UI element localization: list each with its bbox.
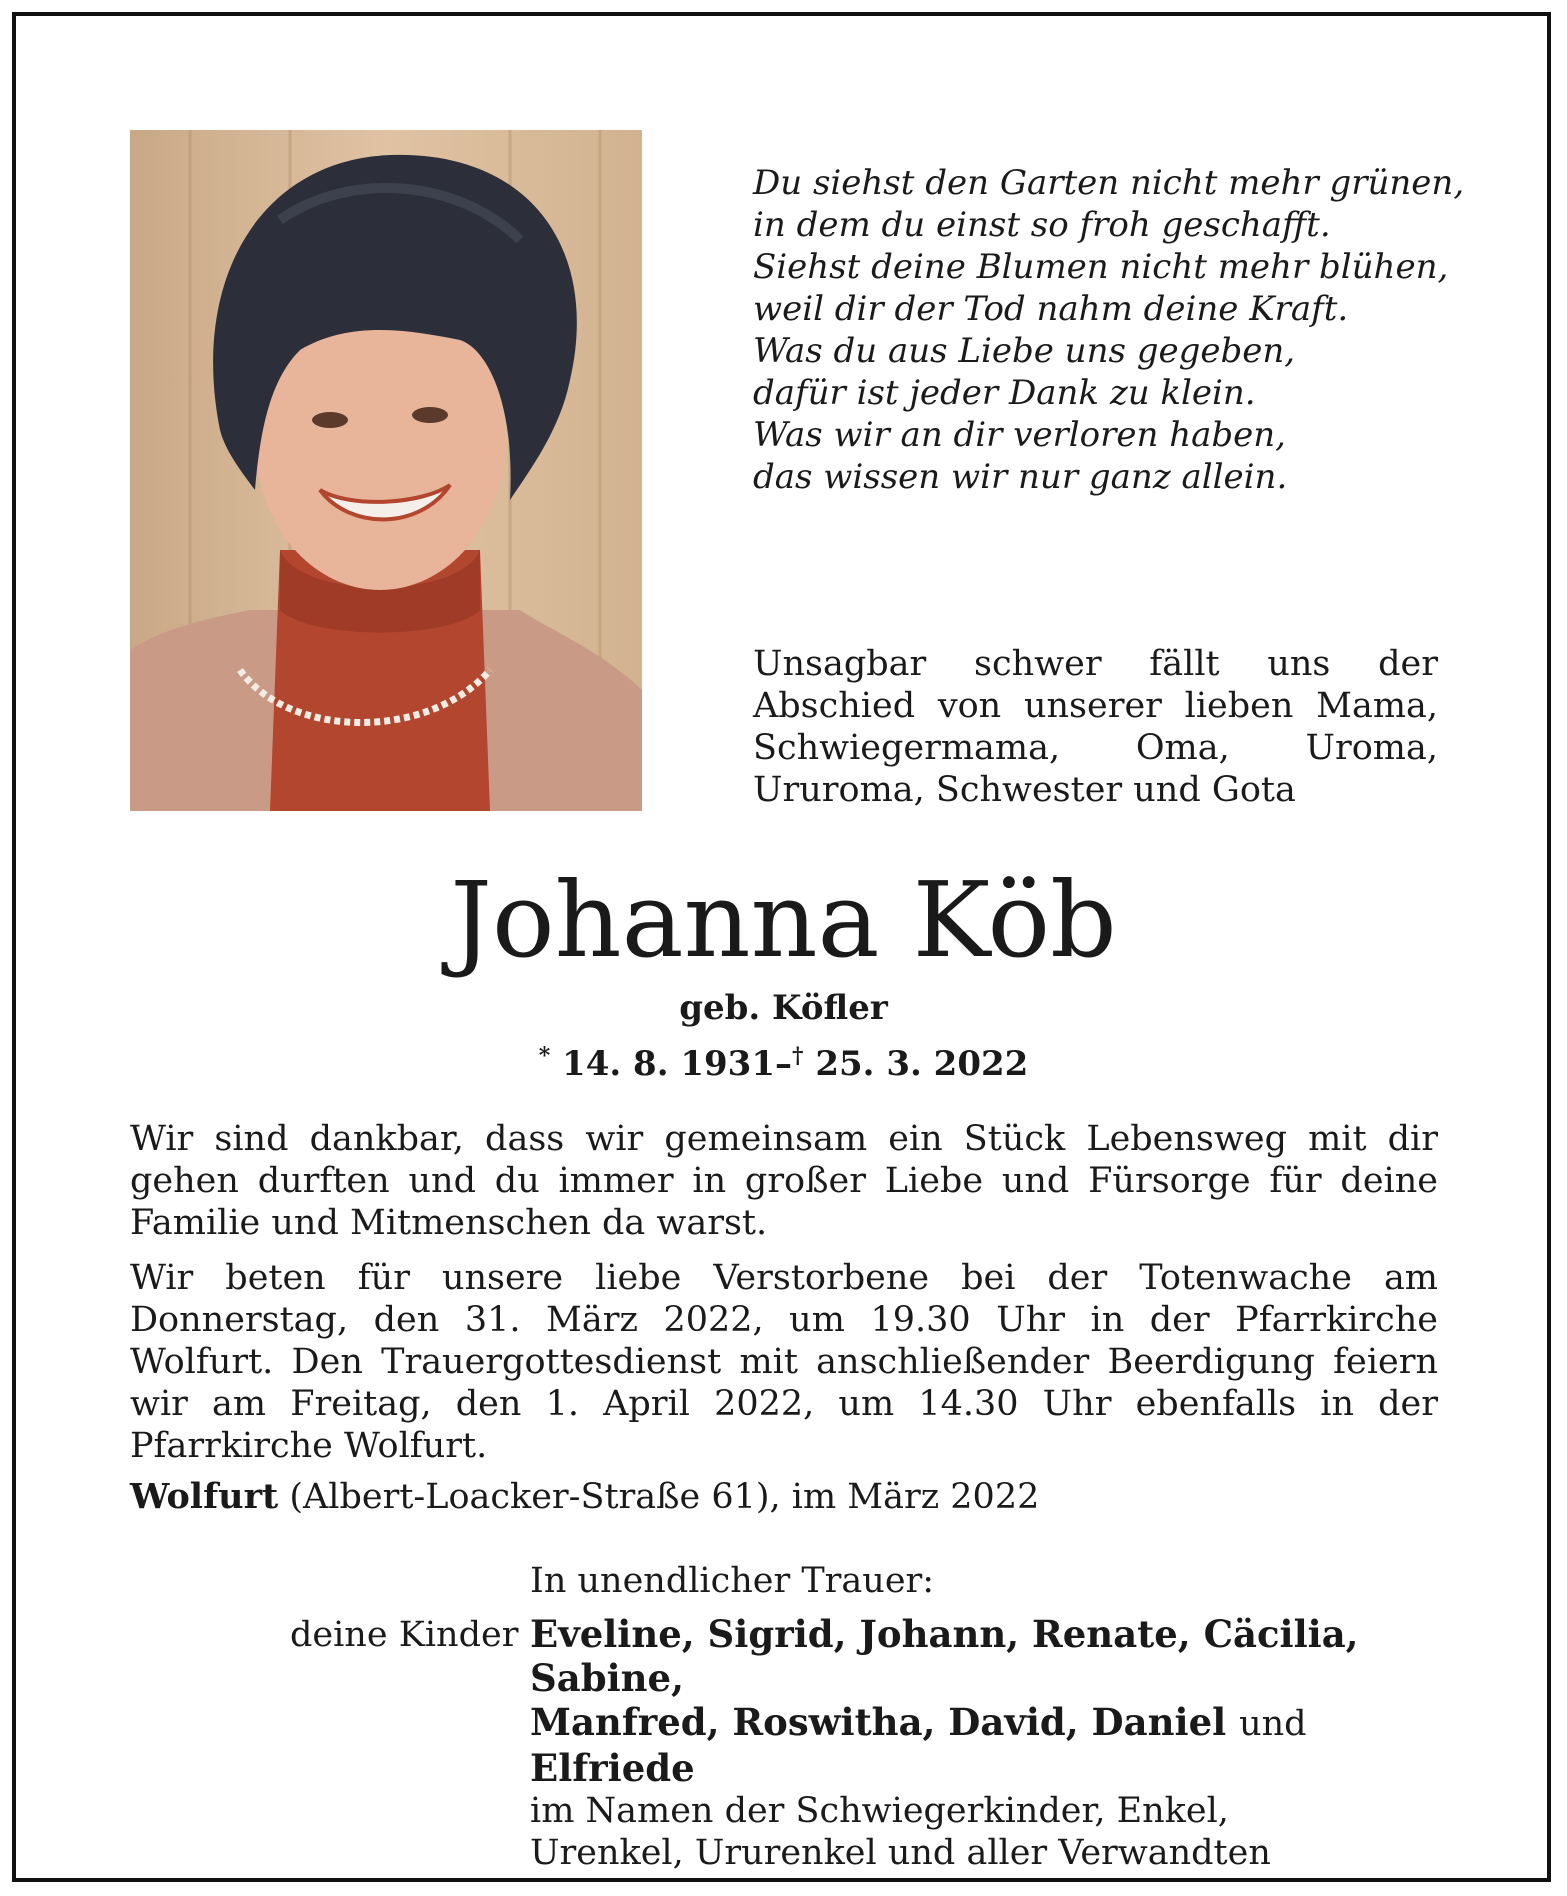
poem-line: das wissen wir nur ganz allein. xyxy=(753,457,1288,497)
children-names-line: Eveline, Sigrid, Johann, Renate, Cäcilia, Sabine, xyxy=(530,1612,1359,1700)
portrait-photo xyxy=(130,130,642,811)
mourning-line: In unendlicher Trauer: xyxy=(530,1561,935,1601)
poem-line: in dem du einst so froh geschafft. xyxy=(753,205,1331,245)
last-child-name: Elfriede xyxy=(530,1746,695,1790)
family-line: im Namen der Schwiegerkinder, Enkel, xyxy=(530,1791,1229,1831)
poem-line: dafür ist jeder Dank zu klein. xyxy=(753,373,1256,413)
birth-name: geb. Köfler xyxy=(679,988,888,1028)
children-block xyxy=(530,1612,1450,1874)
place-and-date xyxy=(130,1476,1438,1518)
gratitude-paragraph: Wir sind dankbar, dass wir gemeinsam ein Stück Lebensweg mit dir gehen durften und du immer in großer Liebe und Fürsorge für deine Familie und Mitmenschen da warst. xyxy=(130,1119,1438,1243)
and-word: und xyxy=(1239,1704,1307,1744)
poem xyxy=(753,162,1465,498)
children-label: deine Kinder xyxy=(290,1615,519,1655)
life-dates xyxy=(0,1035,1567,1085)
birth-date: 14. 8. 1931 xyxy=(562,1044,775,1084)
poem-line: Siehst deine Blumen nicht mehr blühen, xyxy=(753,247,1449,287)
poem-line: Was wir an dir verloren haben, xyxy=(753,415,1286,455)
deceased-name: Johanna Köb xyxy=(450,859,1117,981)
place-details: (Albert-Loacker-Straße 61), im März 2022 xyxy=(289,1477,1040,1517)
family-line-2: Urenkel, Ururenkel und aller Verwandten xyxy=(530,1833,1271,1873)
children-names-line-2 xyxy=(530,1700,1450,1790)
birth-symbol: * xyxy=(538,1043,551,1069)
intro-text: Unsagbar schwer fällt uns der Abschied von unserer lieben Mama, Schwiegermama, Oma, Uroma, Ururoma, Schwester und Gota xyxy=(753,644,1438,810)
poem-line: Was du aus Liebe uns gegeben, xyxy=(753,331,1296,371)
place-town: Wolfurt xyxy=(130,1476,279,1517)
service-paragraph: Wir beten für unsere liebe Verstorbene bei der Totenwache am Donnerstag, den 31. März 2022, um 19.30 Uhr in der Pfarrkirche Wolfurt. Den Trauergottesdienst mit anschließender Beerdigung feiern wir am Freitag, den 1. April 2022, um 14.30 Uhr ebenfalls in der Pfarrkirche Wolfurt. xyxy=(130,1258,1438,1466)
date-separator: – xyxy=(775,1044,792,1084)
children-names: Manfred, Roswitha, David, Daniel xyxy=(530,1700,1227,1744)
poem-line: weil dir der Tod nahm deine Kraft. xyxy=(753,289,1349,329)
poem-line: Du siehst den Garten nicht mehr grünen, xyxy=(753,163,1465,203)
death-date: 25. 3. 2022 xyxy=(815,1044,1029,1084)
death-symbol: † xyxy=(792,1043,804,1069)
